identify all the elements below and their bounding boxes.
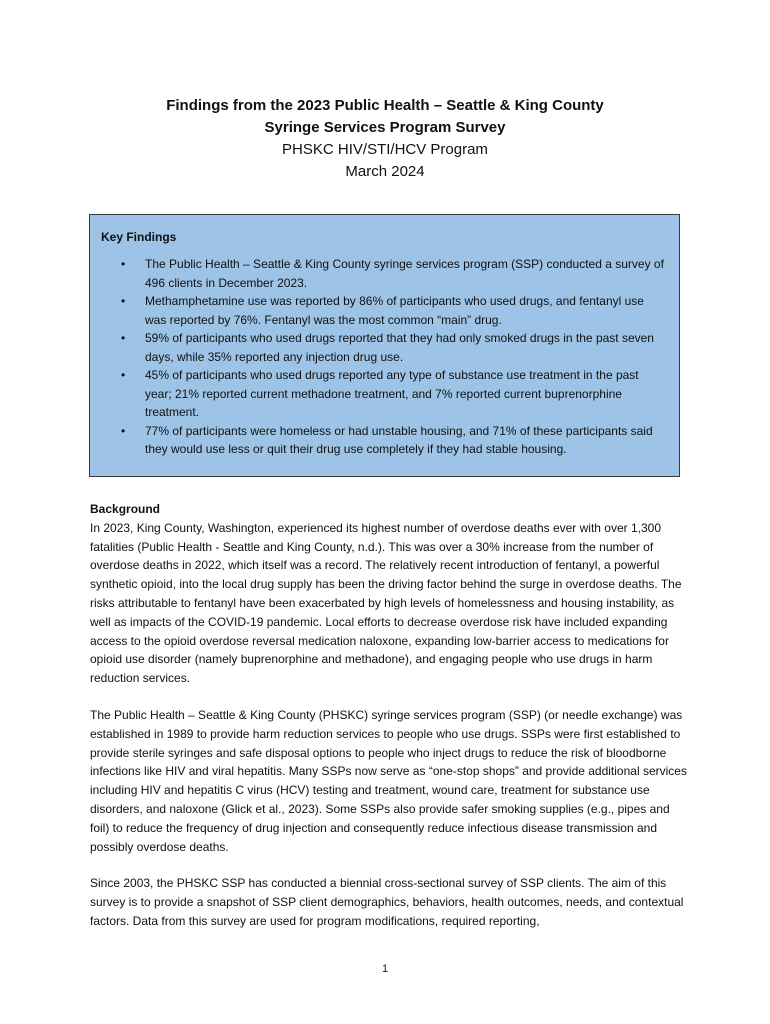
bullet-icon: • xyxy=(121,331,126,345)
key-finding-text: The Public Health – Seattle & King County syringe services program (SSP) conducted a survey of 496 clients in December 2023. xyxy=(145,257,664,290)
key-finding-item xyxy=(101,366,665,422)
program-name: PHSKC HIV/STI/HCV Program xyxy=(282,141,488,158)
key-finding-text: 77% of participants were homeless or had unstable housing, and 71% of these participants said they would use less or quit their drug use completely if they had stable housing. xyxy=(145,423,653,456)
page-number: 1 xyxy=(381,963,389,975)
key-findings-box xyxy=(89,214,680,477)
key-findings-list xyxy=(101,255,665,459)
background-heading: Background xyxy=(90,502,161,516)
key-finding-item xyxy=(101,422,665,459)
report-date: March 2024 xyxy=(345,163,425,180)
key-finding-text: 45% of participants who used drugs reported any type of substance use treatment in the past year; 21% reported current methadone treatment, and 7% reported current buprenorphine treatment. xyxy=(145,368,639,419)
key-finding-item xyxy=(101,329,665,366)
bullet-icon: • xyxy=(121,368,126,382)
bullet-icon: • xyxy=(121,257,126,271)
key-finding-item xyxy=(101,255,665,292)
background-paragraph-3: Since 2003, the PHSKC SSP has conducted a biennial cross-sectional survey of SSP clients. The aim of this survey is to provide a snapshot of SSP client demographics, behaviors, health outcomes, needs, and contextual factors. Data from this survey are used for program modifications, required reporting, xyxy=(90,876,684,928)
key-findings-heading: Key Findings xyxy=(101,230,177,244)
report-title-line-2: Syringe Services Program Survey xyxy=(264,119,506,136)
key-finding-text: Methamphetamine use was reported by 86% of participants who used drugs, and fentanyl use was reported by 76%. Fentanyl was the most common “main” drug. xyxy=(145,294,644,327)
ssp-history-section xyxy=(90,706,690,856)
report-title-line-1: Findings from the 2023 Public Health – Seattle & King County xyxy=(166,97,604,114)
bullet-icon: • xyxy=(121,423,126,438)
title-block xyxy=(0,95,770,183)
background-paragraph-2: The Public Health – Seattle & King County (PHSKC) syringe services program (SSP) (or needle exchange) was established in 1989 to provide harm reduction services to people who use drugs. SSPs were first established to provide sterile syringes and safe disposal options to people who inject drugs to reduce the risk of bloodborne infections like HIV and viral hepatitis. Many SSPs now serve as “one-stop shops” and provide additional services including HIV and hepatitis C virus (HCV) testing and treatment, wound care, treatment for substance use disorders, and naloxone (Glick et al., 2023). Some SSPs also provide safer smoking supplies (e.g., pipes and foil) to reduce the frequency of drug injection and consequently reduce infectious disease transmission and possibly overdose deaths. xyxy=(90,708,687,854)
key-finding-text: 59% of participants who used drugs reported that they had only smoked drugs in the past seven days, while 35% reported any injection drug use. xyxy=(145,331,654,364)
background-section xyxy=(90,500,690,688)
background-paragraph-1: In 2023, King County, Washington, experienced its highest number of overdose deaths ever with over 1,300 fatalities (Public Health - Seattle and King County, n.d.). This was over a 30% increase from the number of overdose deaths in 2022, which itself was a record. The relatively recent introduction of fentanyl, a powerful synthetic opioid, into the local drug supply has been the driving factor behind the surge in overdose deaths. The risks attributable to fentanyl have been exacerbated by high levels of homelessness and housing instability, as well as impacts of the COVID-19 pandemic. Local efforts to decrease overdose risk have included expanding access to the opioid overdose reversal medication naloxone, expanding low-barrier access to medications for opioid use disorder (namely buprenorphine and methadone), and engaging people who use drugs in harm reduction services. xyxy=(90,520,682,686)
bullet-icon: • xyxy=(121,294,126,308)
survey-section xyxy=(90,874,690,930)
key-finding-item xyxy=(101,292,665,329)
